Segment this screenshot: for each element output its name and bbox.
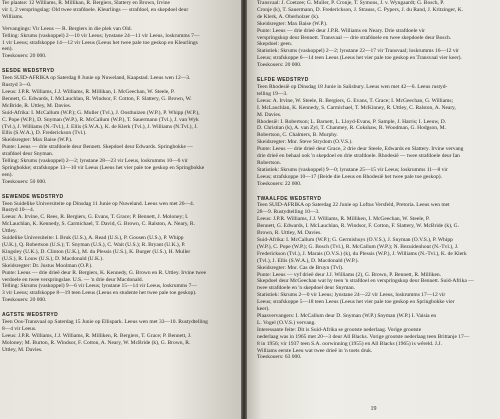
- text-line: Punte: Leeus — vyf drieë deur J.J. Williams (2), G. Brown, P. Bennett, R. Milliken.: [257, 271, 442, 278]
- text-line: Teen Oos-Transvaal op Saterdag 15 Junie op Ellispark. Leeus wen met 33—10. Rustydtelling: [2, 319, 208, 326]
- text-line: Teen SUID-AFRIKA op Saterdag 22 Junie op Loftus Versfeld, Pretoria. Leeus wen met: [257, 202, 450, 209]
- text-line: Punte: Leeus — drie drieë deur Grace, 2 drie deur Steele, Edwards en Slattery. Irvine vervang: [257, 146, 464, 153]
- text-line: Skeidsregter: Dr. Justus Moolman (O.P.).: [2, 262, 93, 269]
- text-line: (W.P.), C. Pope (W.P.); G. Bosch (Tvl.), R. McCallum (W.P.); N. Bezuidenhout (N.-Tvl.), J.: [257, 243, 459, 250]
- text-line: Ter plaatse: 12 Williams, R. Millikan, R. Bergiers, Slattery en Brown, Irvine: [2, 0, 170, 6]
- text-line: Leeus: J.P.R. Williams, J.J. Williams, R. Milliken, R. Bergiers, T. Grace; P. Bennett, J.: [2, 332, 192, 339]
- text-line: Leeus; strafskoppe 10—17 (Beide die Leeus en Rhodesië het twee pale toe geskop).: [257, 173, 442, 180]
- text-line: Transvaal: J. Coetzee; G. Muller, P. Cronje, T. Symons, J. v. Wyngaardt; G. Bosch, P.: [257, 0, 445, 6]
- paragraph-gap: [257, 69, 493, 74]
- text-line: Telling: Skrums (vaskoppel) 2—2; lynstane 28—23 vir Leeus, loskrumms 10—6 vir: [2, 158, 188, 165]
- text-line: Leeus: A. Irvine, W. Steele, R. Bergiers, G. Evans, T. Grace; I. McGeechan, G. Williams;: [257, 97, 454, 104]
- text-line: Teen Rhodesië op Dinsdag 18 Junie in Salisbury. Leeus wen met 42—6. Leeus rustyd-: [257, 83, 448, 90]
- text-line: telling 19—3.: [257, 90, 288, 97]
- text-line: Skepdoel deur McGeechan wat hy teen 'n strafdoel en verspringskop deur Bennett. Suid-Afrika —: [257, 278, 474, 285]
- text-line: Leeus: J.P.R. Williams, J.J. Williams, R. Millikan, I. McGeechan, W. Steele, P.: [2, 88, 175, 95]
- text-line: Ellis (S.W.A.), D. Frederickson (Tvl.).: [2, 130, 87, 137]
- text-line: twee strafdoele en 'n skepdoel deur Snyman.: [257, 285, 355, 292]
- text-line: Toeskouers: 50 000.: [2, 178, 47, 185]
- text-line: strafdoel deur Snyman.: [2, 151, 54, 158]
- text-line: I. McLauchlan, K. Kennedy, S. Carmichael, T. McKinney, R. Uttley, C. Ralston, A. Neary,: [257, 104, 456, 111]
- text-line: Punte: Leeus — drie drieë deur R. Bergiers, K. Kennedy, G. Brown en R. Uttley. Irvine twee: [2, 269, 207, 276]
- left-page-text-column: [2, 0, 236, 354]
- text-line: Teen SUID-AFRIKA op Saterdag 8 Junie op Nuweland, Kaapstad. Leeus wen 12—3.: [2, 75, 191, 82]
- text-line: (Tvl.), J. Ellis (S.W.A.), D. Macdonald (W.P.).: [257, 257, 359, 264]
- right-page: [247, 0, 500, 419]
- paragraph-gap: [2, 304, 236, 309]
- text-line: D. Christian (k), A. van Zyl, T. Chanmey, R. Cokshaw, R. Woodman, G. Hodgson, M.: [257, 125, 447, 132]
- text-line: Bennett, G. Edwards, I. McLauchlan, R. Windsor, F. Cotton, F. Slattery, G. Brown, W.: [2, 95, 192, 102]
- text-line: Statistiek: Skrums (vaskoppel) 2—2; lynstane 22—17 vir Transvaal; loskrumms 16—12 vir: [257, 48, 459, 55]
- paragraph-gap: [2, 60, 236, 65]
- text-line: verspringskop deur Bennett. Transvaal — drie strafdoele en twee skepdoele deur Bosch.: [257, 34, 452, 41]
- text-line: Frederickson (Tvl.), J. Marais (O.V.S.) (k), du Plessis (W.P.), J. Williams (N.-Tvl.), K. de Klerk: [257, 250, 467, 257]
- text-line: Rhodesië: I. Robertson; L. Barnett, L. Lloyd-Evans, P. Sample, J. Harris; I. Leeuw, D.: [257, 118, 447, 125]
- text-line: Teen Suidelike Universiteite op Dinsdag 11 Junie op Nuweland. Leeus wen met 26—4.: [2, 200, 195, 207]
- text-line: nederlaag was in 1965 met 20—3 deur All Blacks. Vorige grootste nederlaag teen Brittanje 17—: [257, 333, 470, 340]
- text-line: Suid-Afrika: I. McCallum (W.P.); G. Germishuys (O.V.S.), J. Snyman (O.V.S.), P. Whipp: [257, 237, 453, 243]
- section-heading: TWAALFDE WEDSTRYD: [257, 195, 322, 202]
- text-line: Robertson, C. Chalmers, B. Murphy.: [257, 132, 338, 139]
- text-line: Springbokke; strafskoppe 13—10 vir Leeus (Leeus het vier pale toe geskop en Springbokke: [2, 164, 205, 171]
- text-line: de Klerk, A. Oberholzer (k).: [257, 13, 320, 20]
- text-line: vir 1, 2 verspringslag: Old twee strafdoele. Kleurlings — strafdoel, en skepdoel deur: [2, 6, 189, 13]
- text-line: M. Davies.: [257, 111, 282, 118]
- text-line: Telling: Skrums (vaskoppel) 9—6 vir Leeus; lynstane 15—14 vir Leeus, loskrumms 7—: [2, 283, 197, 290]
- text-line: Skeidsregter: Mnr. Steve Strydom (O.V.S.).: [257, 139, 353, 146]
- text-line: 8—4 vir Leeus.: [2, 325, 37, 332]
- text-line: Skeidsregter: Mnr. Cas de Bruyn (Tvl).: [257, 264, 344, 271]
- right-page-text-column: [257, 0, 493, 361]
- text-line: Skeidsregter: Max Baise (W.P.).: [2, 137, 73, 144]
- left-page: [0, 0, 241, 419]
- text-line: (U.K.), Q. Robertson (U.S.); T. Snyman (U.S.), C. Wait (U.S.); R. Bryant (U.K.), P.: [2, 242, 186, 248]
- text-line: een).: [2, 46, 13, 53]
- text-line: Skeidsregter: Max Baise (W.P.).: [257, 20, 328, 27]
- paragraph-gap: [2, 186, 236, 191]
- text-line: Leeus: J.P.R. Williams, J.J. Williams, R. Milliken, I. McGeechan, W. Steele, P.: [257, 216, 430, 223]
- text-line: Bennett, G. Edwards, I. McLauchlan, R. Windsor, F. Cotton, F. Slattery, W. McBride (k), G.: [257, 223, 460, 230]
- text-line: verdoele en twee verspringslae. U.S. — 'n drie deur Macdonald.: [2, 276, 144, 283]
- text-line: Statistiek: Skrums (vaskoppel) 9—0; lynstane 25—15 vir Leeus; loskrumms 11—8 vir: [257, 166, 448, 173]
- text-line: Punte: Leeus — drie strafdoele deur Bennett. Skepdoel deur Edwards. Springbokke —: [2, 144, 193, 151]
- text-line: Suid-Afrika: I. McCallum (W.P.); G. Muller (Tvl.), J. Oosthuizen (W.P.), P. Whipp (W.P.),: [2, 109, 200, 116]
- text-line: Leeus; strafskoppe 5—18 teen Leeus (Leeus het vier pale toe geskop en Springbokke vier: [257, 299, 455, 306]
- text-line: (Tvl.), J. Williams (N.-Tvl.), J. Ellis (S.W.A.), K. de Klerk (Tvl.), J. Williams (N.Tvl.), J.: [2, 123, 198, 130]
- text-line: Telling: Skrums (vaskoppel) 2—10 vir Leeus; lynstane 24—11 vir Leeus, loskrumms 7—: [2, 32, 200, 39]
- text-line: Rustyd 10—4.: [2, 207, 35, 214]
- text-line: 1 vir Leeus; strafskoppe 14—12 vir Leeus (Leeus het twee pale toe geskop en Kleurlings: [2, 39, 198, 46]
- text-line: 8 in 1956; vir 1937 teen S.A. oorwinning (1955) en All Blacks (1965) is wêreld. J.J.: [257, 340, 442, 347]
- text-line: Toeskouers: 20 000.: [2, 297, 47, 304]
- text-line: Plaasvervangers: I. McCallum deur D. Snyman (W.P.) Snyman (W.P.) I. Vaisia en: [257, 312, 437, 319]
- section-heading: ELFDE WEDSTRYD: [257, 77, 309, 84]
- text-line: Rustyd 3—0.: [2, 82, 32, 89]
- section-heading: SEWENDE WEDSTRYD: [2, 193, 64, 200]
- paragraph-gap: [257, 188, 493, 193]
- text-line: Toeskouers: 20 000.: [257, 62, 302, 69]
- text-line: (U.S.), R. Louw (U.S.), D. Macdonald (U.K.).: [2, 255, 104, 262]
- text-line: Kingsley (U.K.), D. Clinton (U.K.), M. du Plessis (U.S.), K. Burger (U.S.), H. Muller: [2, 248, 191, 255]
- text-line: Leeus; strafskoppe 6—14 teen Leeus (Leeus het vier pale toe geskop en Transvaal vier keer).: [257, 55, 462, 62]
- text-line: Uttley, M. Davies.: [2, 346, 43, 353]
- text-line: McBride, R. Uttley, M. Davies.: [2, 102, 72, 109]
- text-line: Toeskouers: 22 000.: [257, 180, 302, 187]
- text-line: Vervangings: Vir Leeus — R. Bergiers in die plek van Old.: [2, 25, 132, 32]
- text-line: McLauchlan, K. Kennedy, S. Carmichael, T. David, G. Brown, C. Ralston, A. Neary, R.: [2, 221, 195, 228]
- section-heading: SESDE WEDSTRYD: [2, 68, 55, 75]
- text-line: Skepdoel: geen.: [257, 41, 293, 48]
- text-line: Uttley.: [2, 228, 17, 235]
- text-line: L. Vogel (O.V.S.) vervang.: [257, 319, 316, 326]
- text-line: 28—9. Rustydtelling 10—3.: [257, 209, 320, 216]
- text-line: Toeskouers: 20 000.: [2, 53, 47, 60]
- text-line: Brown, R. Uttley, M. Davies.: [257, 230, 322, 237]
- text-line: Toeskouers: 63 000.: [257, 354, 302, 361]
- text-line: een).: [2, 171, 13, 178]
- text-line: Suidelike Universiteite: I. Bruk (U.S.), A. Read (U.S.), P. Goosen (U.S.), P. Whipp: [2, 235, 184, 242]
- text-line: 3 vir Leeus; strafskoppe 8—19 teen Leeus (Leeus en studente het twee pale toe geskop).: [2, 290, 197, 297]
- text-line: Punte: Leeus — drie drieë deur J.P.R. Williams en Neary. Drie strafdoele vir: [257, 27, 425, 34]
- text-line: keer).: [257, 306, 270, 313]
- text-line: Robertson.: [257, 159, 281, 166]
- text-line: C. Pope (W.P.), D. Snyman (W.P.), R. McCallum (W.P.), T. Sauermann (Tvl.), J. van Wyk: [2, 116, 199, 123]
- text-line: drie drieë en behaal ook 'n skepdoel en drie strafdoele. Rhodesië — twee strafdoele deur Ian: [257, 153, 460, 160]
- text-line: Statistiek: Skrums 2—0 vir Leeus; lynstane 24—22 vir Leeus, loskrumms 17—12 vir: [257, 292, 446, 299]
- text-line: Williams eerste Leeu wat twee drieë in 'n toets druk.: [257, 347, 373, 354]
- section-heading: AGTSTE WEDSTRYD: [2, 312, 59, 319]
- text-line: Williams.: [2, 13, 24, 20]
- text-line: Leeus: A. Irvine, C. Rees, R. Bergiers, G. Evans, T. Grace; P. Bennett, J. Moloney; I.: [2, 214, 189, 221]
- text-line: Interessante feite: Dit is Suid-Afrika se grootste nederlaag. Vorige grootste: [257, 326, 422, 333]
- text-line: Moloney; M. Burton, R. Windsor, F. Cotton, A. Neary, W. McBride (k), G. Brown, R.: [2, 339, 191, 346]
- text-line: Cronje (k), T. Sauermann, D. Frederickson, J. Strauss, C. Pypers, J. du Rand, J. Kritzinger, K.: [257, 6, 463, 13]
- page-number: 19: [370, 406, 377, 412]
